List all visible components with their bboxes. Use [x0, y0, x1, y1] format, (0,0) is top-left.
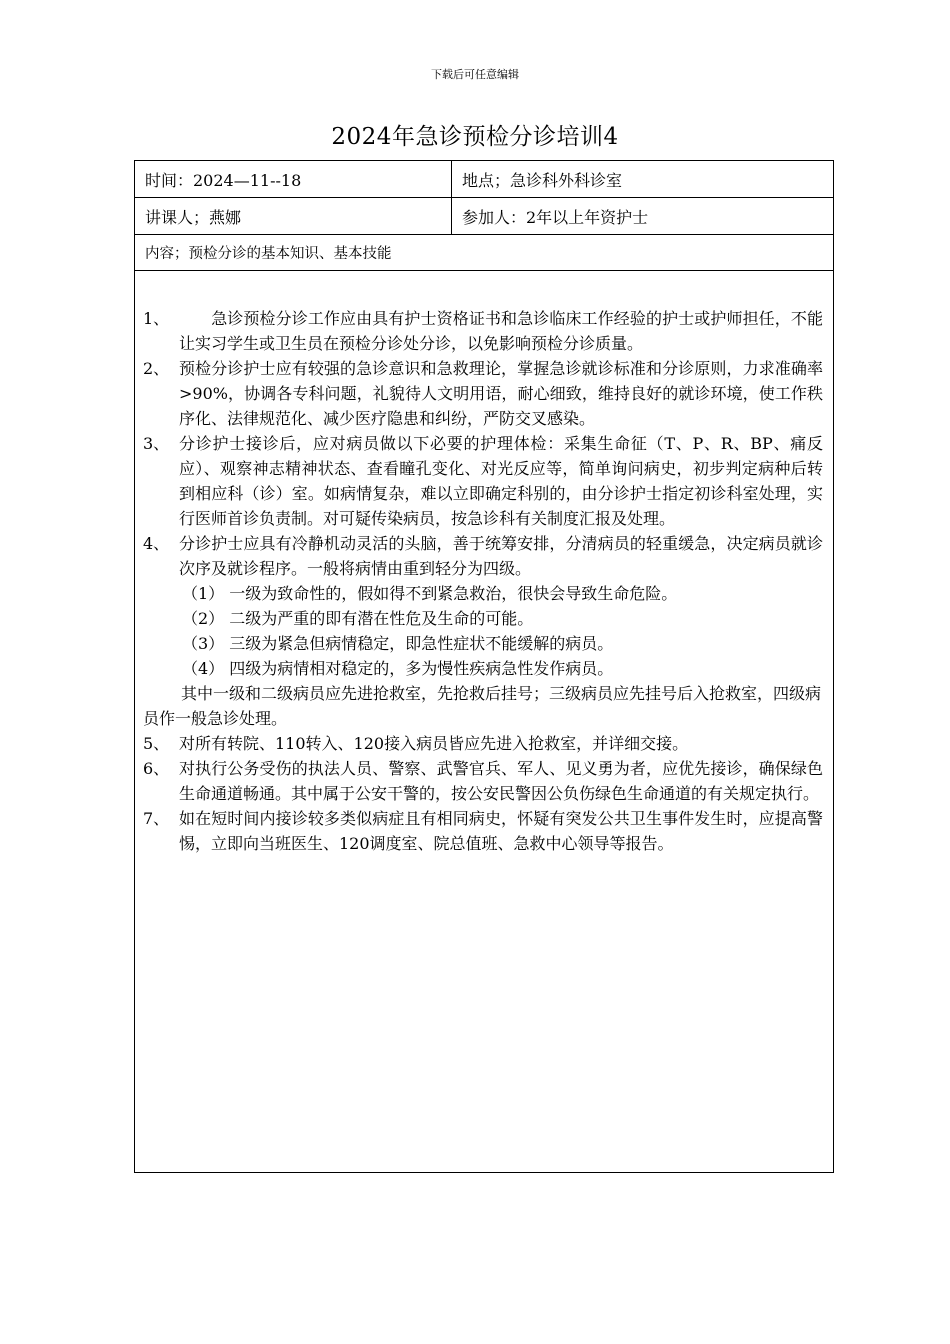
- item-number: 6、: [143, 759, 170, 778]
- form-row-content: [135, 235, 833, 271]
- document-title: 2024年急诊预检分诊培训4: [331, 124, 619, 150]
- list-item: [143, 531, 823, 581]
- level-item: （4） 四级为病情相对稳定的，多为慢性疾病急性发作病员。: [182, 659, 614, 678]
- item-number: 1、: [143, 309, 170, 328]
- item-number: 4、: [143, 534, 170, 553]
- list-item: [143, 731, 823, 756]
- lecturer-cell: 讲课人；燕娜: [135, 198, 452, 234]
- item-text: 分诊护士接诊后，应对病员做以下必要的护理体检：采集生命征（T、P、R、BP、痛反应）、观察神志精神状态、查看瞳孔变化、对光反应等，简单询问病史，初步判定病种后转到相应科（诊）室。如病情复杂，难以立即确定科别的，由分诊护士指定初诊科室处理，实行医师首诊负责制。对可疑传染病员，按急诊科有关制度汇报及处理。: [179, 434, 823, 528]
- item-text: 分诊护士应具有冷静机动灵活的头脑，善于统筹安排，分清病员的轻重缓急，决定病员就诊次序及就诊程序。一般将病情由重到轻分为四级。: [179, 534, 823, 578]
- item-text: 急诊预检分诊工作应由具有护士资格证书和急诊临床工作经验的护士或护师担任，不能让实习学生或卫生员在预检分诊处分诊，以免影响预检分诊质量。: [179, 309, 823, 353]
- level-item: （1） 一级为致命性的，假如得不到紧急救治，很快会导致生命危险。: [182, 584, 678, 603]
- list-item: [143, 431, 823, 531]
- location-cell: 地点；急诊科外科诊室: [462, 170, 623, 190]
- item-number: 2、: [143, 359, 170, 378]
- form-row-lecturer-participants: [135, 198, 833, 235]
- item-text: 预检分诊护士应有较强的急诊意识和急救理论，掌握急诊就诊标准和分诊原则，力求准确率>90%，协调各专科问题，礼貌待人文明用语，耐心细致，维持良好的就诊环境，使工作秩序化、法律规范化、减少医疗隐患和纠纷，严防交叉感染。: [179, 359, 823, 428]
- item-text: 如在短时间内接诊较多类似病症且有相同病史，怀疑有突发公共卫生事件发生时，应提高警惕，立即向当班医生、120调度室、院总值班、急救中心领导等报告。: [179, 809, 823, 853]
- list-item: [143, 306, 823, 356]
- training-record-form: [134, 160, 834, 1173]
- item-text: 对执行公务受伤的执法人员、警察、武警官兵、军人、见义勇为者，应优先接诊，确保绿色生命通道畅通。其中属于公安干警的，按公安民警因公负伤绿色生命通道的有关规定执行。: [179, 759, 823, 803]
- level-item: （2） 二级为严重的即有潜在性危及生命的可能。: [182, 609, 534, 628]
- form-row-time-location: [135, 161, 833, 198]
- content-cell: 内容；预检分诊的基本知识、基本技能: [145, 246, 392, 262]
- item-number: 7、: [143, 809, 170, 828]
- level-item: （3） 三级为紧急但病情稳定，即急性症状不能缓解的病员。: [182, 634, 614, 653]
- item-number: 3、: [143, 434, 170, 453]
- header-note: 下载后可任意编辑: [431, 68, 519, 81]
- list-item: [143, 356, 823, 431]
- participants-cell: 参加人：2年以上年资护士: [462, 207, 649, 227]
- list-item: [143, 756, 823, 806]
- list-item: [143, 806, 823, 856]
- time-cell: 时间：2024—11--18: [135, 161, 452, 197]
- training-body: [143, 306, 823, 856]
- item-text: 对所有转院、110转入、120接入病员皆应先进入抢救室，并详细交接。: [179, 734, 689, 753]
- item-number: 5、: [143, 734, 170, 753]
- level-note: 其中一级和二级病员应先进抢救室，先抢救后挂号；三级病员应先挂号后入抢救室，四级病员作一般急诊处理。: [143, 684, 822, 728]
